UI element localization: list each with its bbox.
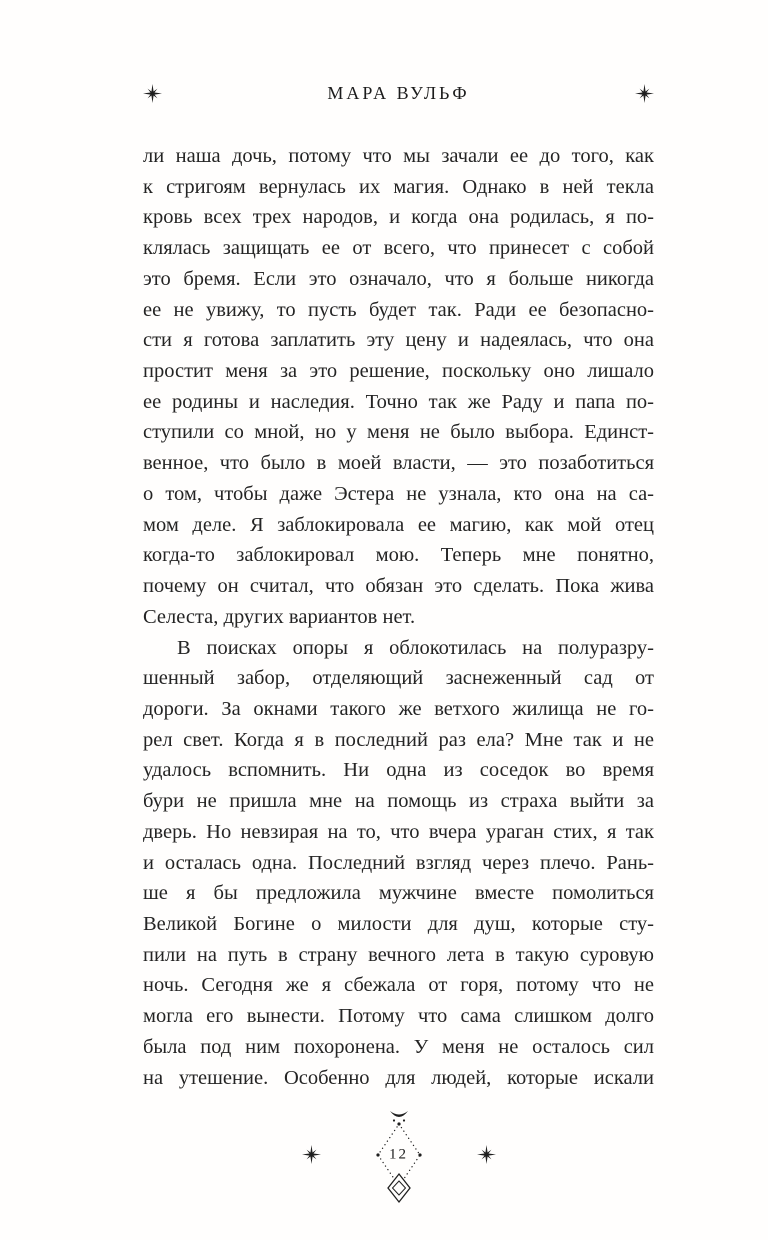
text-line: кровь всех трех народов, и когда она родилась, я по- (143, 206, 654, 229)
footer-ornament (367, 1104, 431, 1204)
text-line: дороги. За окнами такого же ветхого жилища не го- (143, 697, 654, 720)
eight-point-star-icon (477, 1145, 496, 1164)
text-line: ночь. Сегодня же я сбежала от горя, потому что не (143, 974, 654, 997)
paragraph (143, 141, 654, 633)
text-line: клялась защищать ее от всего, что принесет с собой (143, 237, 654, 260)
text-line: Селеста, других вариантов нет. (143, 605, 416, 628)
text-line: простит меня за это решение, поскольку оно лишало (143, 360, 654, 383)
eight-point-star-icon (635, 84, 654, 103)
text-line: была под ним похоронена. У меня не осталось сил (143, 1035, 654, 1058)
eight-point-star-icon (302, 1145, 321, 1164)
text-line: почему он считал, что обязан это сделать. Пока жива (143, 575, 654, 598)
text-line: дверь. Но невзирая на то, что вчера ураган стих, я так (143, 820, 654, 843)
text-line: о том, чтобы даже Эстера не узнала, кто она на са- (143, 482, 654, 505)
text-line: ли наша дочь, потому что мы зачали ее до того, как (143, 145, 654, 167)
page-number: 12 (389, 1146, 408, 1163)
page-footer (143, 1102, 654, 1206)
text-line: это бремя. Если это означало, что я больше никогда (143, 267, 654, 290)
text-line: рел свет. Когда я в последний раз ела? Мне так и не (143, 728, 654, 751)
text-line: удалось вспомнить. Ни одна из соседок во время (143, 759, 654, 782)
running-header (143, 80, 654, 106)
text-line: к стригоям вернулась их магия. Однако в ней текла (143, 175, 654, 198)
text-line: когда-то заблокировал мою. Теперь мне понятно, (143, 544, 654, 567)
text-line: мом деле. Я заблокировала ее магию, как мой отец (143, 513, 654, 536)
text-line: бури не пришла мне на помощь из страха выйти за (143, 790, 654, 813)
text-line: ее родины и наследия. Точно так же Раду и папа по- (143, 390, 654, 413)
text-line: Великой Богине о милости для душ, которые сту- (143, 912, 654, 935)
author-name-header: МАРА ВУЛЬФ (327, 82, 470, 103)
text-line: могла его вынести. Потому что сама слишком долго (143, 1005, 654, 1028)
text-line: ступили со мной, но у меня не было выбора. Единст- (143, 421, 654, 444)
text-line: В поисках опоры я облокотилась на полуразру- (177, 636, 654, 659)
text-line: венное, что было в моей власти, — это позаботиться (143, 452, 654, 475)
eight-point-star-icon (143, 84, 162, 103)
text-line: и осталась одна. Последний взгляд через плечо. Рань- (143, 851, 654, 874)
text-line: на утешение. Особенно для людей, которые искали (143, 1066, 654, 1089)
page-body-text (143, 141, 654, 1093)
text-line: ее не увижу, то пусть будет так. Ради ее безопасно- (143, 298, 654, 321)
text-line: пили на путь в страну вечного лета в такую суровую (143, 943, 654, 966)
text-line: шенный забор, отделяющий заснеженный сад от (143, 667, 654, 690)
text-line: сти я готова заплатить эту цену и надеялась, что она (143, 329, 654, 352)
paragraph (143, 633, 654, 1094)
text-line: ше я бы предложила мужчине вместе помолиться (143, 882, 654, 905)
